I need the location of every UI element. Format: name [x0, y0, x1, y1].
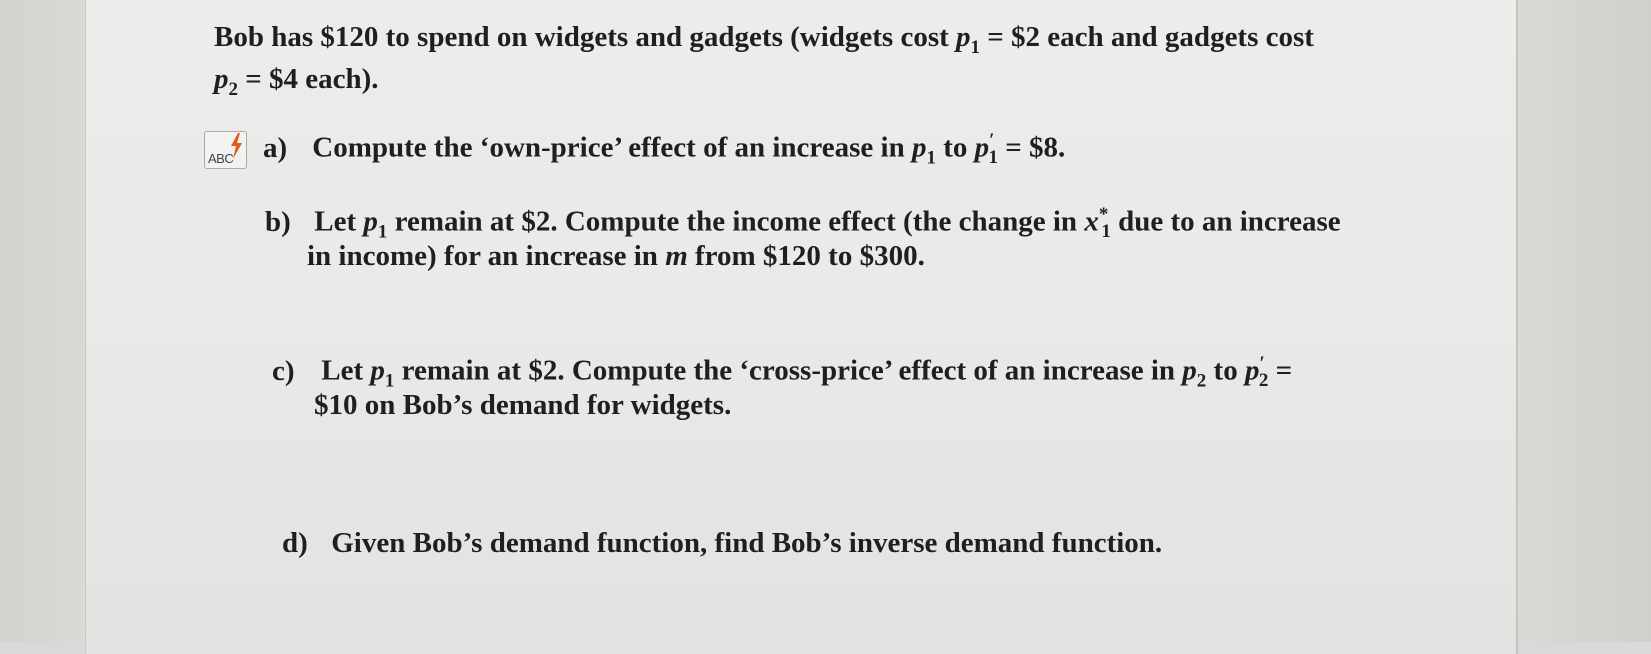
price-variable: p — [956, 21, 971, 53]
question-text: Compute the ‘own-price’ effect of an increase in — [312, 131, 912, 164]
question-label: d) — [282, 527, 308, 559]
question-text: from $120 to $300. — [687, 240, 925, 272]
question-d — [282, 523, 1162, 563]
problem-intro-line-2 — [214, 59, 379, 110]
demand-variable: x — [1084, 205, 1099, 238]
superscript: ′ — [989, 130, 995, 151]
intro-text: = $4 each). — [238, 63, 379, 95]
subscript: 1 — [970, 36, 981, 58]
subscript: 1 — [384, 370, 395, 392]
question-b-line-2 — [307, 236, 925, 276]
question-a — [263, 121, 1065, 178]
question-text: Let — [314, 205, 364, 238]
price-variable: p — [363, 205, 378, 238]
intro-text: Bob has $120 to spend on widgets and gadgets (widgets cost — [214, 21, 957, 53]
question-text: due to an increase — [1110, 205, 1341, 238]
question-text: remain at $2. Compute the income effect (the change in — [387, 205, 1085, 238]
lightning-bolt-icon — [229, 133, 243, 159]
question-label: b) — [265, 205, 291, 238]
question-c-line-2 — [314, 385, 731, 425]
question-text: = $8. — [998, 131, 1066, 164]
subscript: 1 — [377, 221, 388, 243]
price-variable: p — [1244, 354, 1260, 387]
abc-check-badge[interactable] — [204, 131, 247, 169]
price-variable: p — [214, 63, 229, 95]
subscript: 1 — [926, 147, 936, 169]
question-text: $10 on Bob’s demand for widgets. — [314, 389, 732, 421]
superscript: * — [1098, 204, 1109, 225]
question-text: to — [935, 131, 975, 164]
price-variable: p — [370, 354, 385, 387]
problem-intro-line-1 — [214, 17, 1314, 68]
question-text: in income) for an increase in — [307, 240, 666, 272]
price-variable: p — [911, 131, 927, 164]
question-text: Let — [321, 354, 371, 387]
question-text: = — [1268, 354, 1293, 387]
intro-text: = $2 each and gadgets cost — [980, 21, 1314, 53]
income-variable: m — [665, 240, 688, 272]
question-label: c) — [272, 354, 295, 387]
abc-badge-label: ABC — [208, 151, 234, 166]
question-text: to — [1206, 354, 1245, 387]
question-label: a) — [263, 131, 288, 164]
question-text: remain at $2. Compute the ‘cross-price’ effect of an increase in — [394, 354, 1183, 387]
subscript: 1 — [1101, 221, 1111, 243]
question-text: Given Bob’s demand function, find Bob’s inverse demand function. — [331, 527, 1163, 559]
price-variable: p — [1182, 354, 1197, 387]
subscript: 2 — [1196, 370, 1207, 392]
subscript: 2 — [228, 78, 238, 100]
subscript: 2 — [1258, 370, 1269, 392]
subscript: 1 — [988, 147, 998, 169]
superscript: ′ — [1259, 353, 1265, 374]
price-variable: p — [974, 131, 990, 164]
